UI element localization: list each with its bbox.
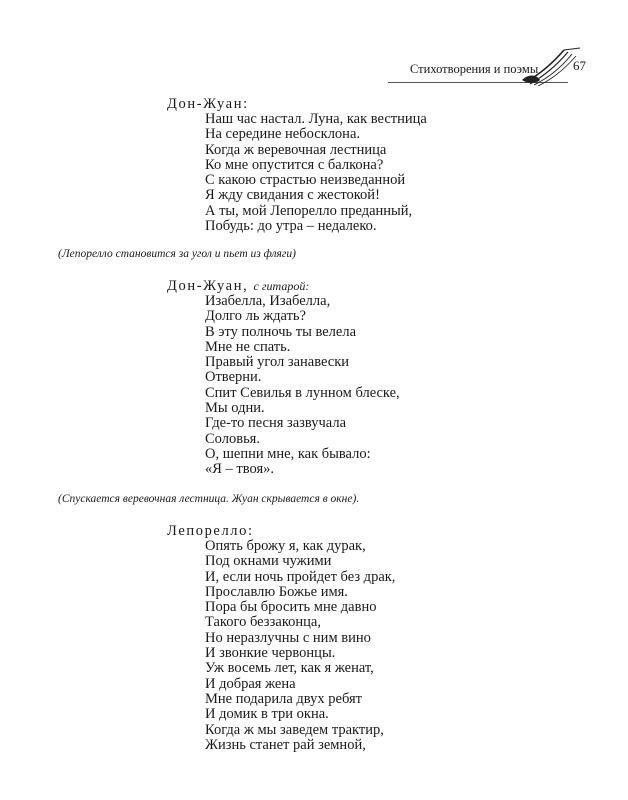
- verse-line: В эту полночь ты велела: [205, 323, 357, 340]
- verse-line: Но неразлучны с ним вино: [205, 629, 371, 646]
- verse-line: И домик в три окна.: [205, 706, 329, 723]
- verse-line: Наш час настал. Луна, как вестница: [205, 111, 427, 127]
- verse-line: И, если ночь пройдет без драк,: [205, 568, 396, 585]
- verse-line: Где-то песня зазвучала: [205, 415, 347, 432]
- verse-line: Мне не спать.: [205, 338, 291, 355]
- verse-line: Изабелла, Изабелла,: [205, 293, 331, 309]
- verse-line: Правый угол занавески: [205, 354, 350, 371]
- verse-line: Пора бы бросить мне давно: [205, 599, 377, 616]
- verse-line: Прославлю Божье имя.: [205, 583, 348, 600]
- verse-line: А ты, мой Лепорелло преданный,: [205, 202, 413, 219]
- verse-stanza: [205, 112, 427, 234]
- verse-line: И добрая жена: [205, 675, 296, 692]
- speaker-name: Дон-Жуан:: [167, 96, 249, 112]
- verse-line: Я жду свидания с жестокой!: [205, 187, 380, 204]
- verse-line: Побудь: до утра – недалеко.: [205, 218, 377, 235]
- verse-line: Жизнь станет рай земной,: [205, 736, 366, 753]
- verse-line: Мы одни.: [205, 400, 265, 417]
- verse-line: Отверни.: [205, 369, 262, 386]
- verse-line: И звонкие червонцы.: [205, 645, 336, 662]
- verse-line: Мне подарила двух ребят: [205, 690, 362, 707]
- verse-line: Такого беззаконца,: [205, 614, 321, 631]
- verse-stanza: [205, 539, 395, 753]
- verse-line: Спит Севилья в лунном блеске,: [205, 384, 400, 401]
- verse-line: «Я – твоя».: [205, 461, 275, 478]
- verse-line: Уж восемь лет, как я женат,: [205, 660, 374, 677]
- running-header-title: Стихотворения и поэмы: [410, 62, 539, 76]
- speaker-name: Дон-Жуан,: [167, 278, 249, 294]
- stage-direction: (Спускается веревочная лестница. Жуан скрывается в окне).: [58, 493, 360, 505]
- page-number: 67: [573, 58, 586, 73]
- verse-line: Когда ж мы заведем трактир,: [205, 721, 384, 738]
- verse-line: На середине небосклона.: [205, 126, 361, 143]
- verse-line: Соловья.: [205, 430, 260, 447]
- speaker-name: Лепорелло:: [167, 523, 254, 539]
- verse-line: О, шепни мне, как бывало:: [205, 445, 371, 462]
- verse-line: Ко мне опустится с балкона?: [205, 156, 384, 173]
- speaker-note: с гитарой:: [253, 279, 310, 293]
- verse-line: С какою страстью неизведанной: [205, 172, 406, 189]
- stage-direction: (Лепорелло становится за угол и пьет из фляги): [58, 248, 296, 260]
- verse-line: Под окнами чужими: [205, 553, 332, 570]
- verse-line: Когда ж веревочная лестница: [205, 141, 387, 158]
- verse-stanza: [205, 294, 400, 478]
- verse-line: Долго ль ждать?: [205, 308, 306, 325]
- verse-line: Опять брожу я, как дурак,: [205, 538, 366, 554]
